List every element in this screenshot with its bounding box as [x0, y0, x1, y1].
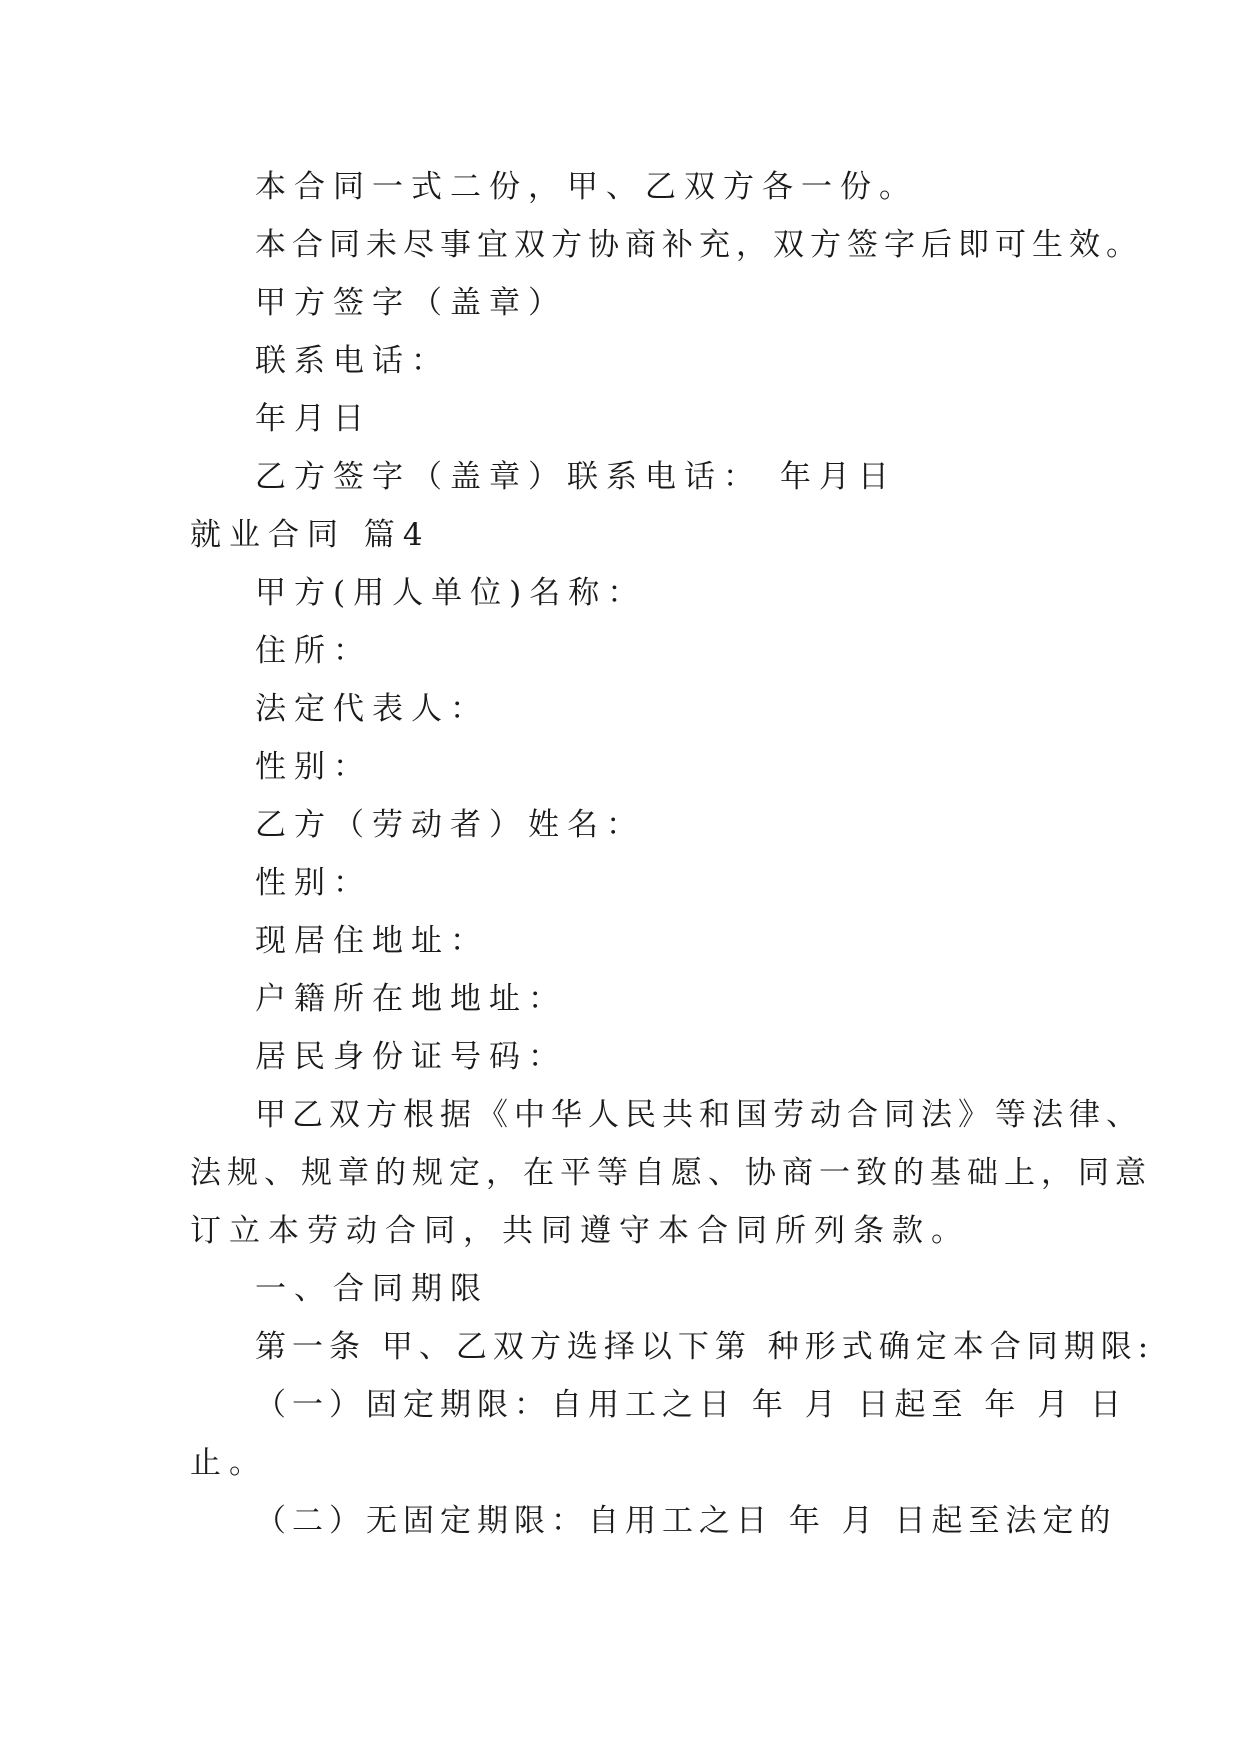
article-one: 第一条 甲、乙双方选择以下第 种形式确定本合同期限:	[255, 1329, 1155, 1365]
party-a-date-label: 年月日	[255, 401, 372, 437]
party-b-signature-line: 乙方签字（盖章）联系电话： 年月日	[255, 459, 897, 495]
preamble-line-2: 法规、规章的规定，在平等自愿、协商一致的基础上，同意	[190, 1155, 1152, 1191]
paragraph-supplement: 本合同未尽事宜双方协商补充，双方签字后即可生效。	[255, 227, 1143, 263]
representative-gender-field: 性别：	[255, 749, 372, 785]
party-a-signature-label: 甲方签字（盖章）	[255, 285, 567, 321]
contract-term-heading: 一、合同期限	[255, 1271, 489, 1307]
open-term-line: （二）无固定期限：自用工之日 年 月 日起至法定的	[255, 1503, 1117, 1539]
employee-name-field: 乙方（劳动者）姓名：	[255, 807, 645, 843]
preamble-line-3: 订立本劳动合同，共同遵守本合同所列条款。	[190, 1213, 970, 1249]
legal-representative-field: 法定代表人：	[255, 691, 489, 727]
fixed-term-line-2: 止。	[190, 1445, 268, 1481]
current-address-field: 现居住地址：	[255, 923, 489, 959]
household-address-field: 户籍所在地地址：	[255, 981, 567, 1017]
employer-name-field: 甲方(用人单位)名称：	[255, 575, 647, 611]
employer-address-field: 住所：	[255, 633, 372, 669]
section-heading: 就业合同 篇4	[190, 517, 431, 553]
preamble-line-1: 甲乙双方根据《中华人民共和国劳动合同法》等法律、	[255, 1097, 1143, 1133]
fixed-term-line-1: （一）固定期限：自用工之日 年 月 日起至 年 月 日	[255, 1387, 1128, 1423]
employee-gender-field: 性别：	[255, 865, 372, 901]
paragraph-copies: 本合同一式二份，甲、乙双方各一份。	[255, 169, 918, 205]
id-number-field: 居民身份证号码：	[255, 1039, 567, 1075]
party-a-phone-label: 联系电话：	[255, 343, 450, 379]
